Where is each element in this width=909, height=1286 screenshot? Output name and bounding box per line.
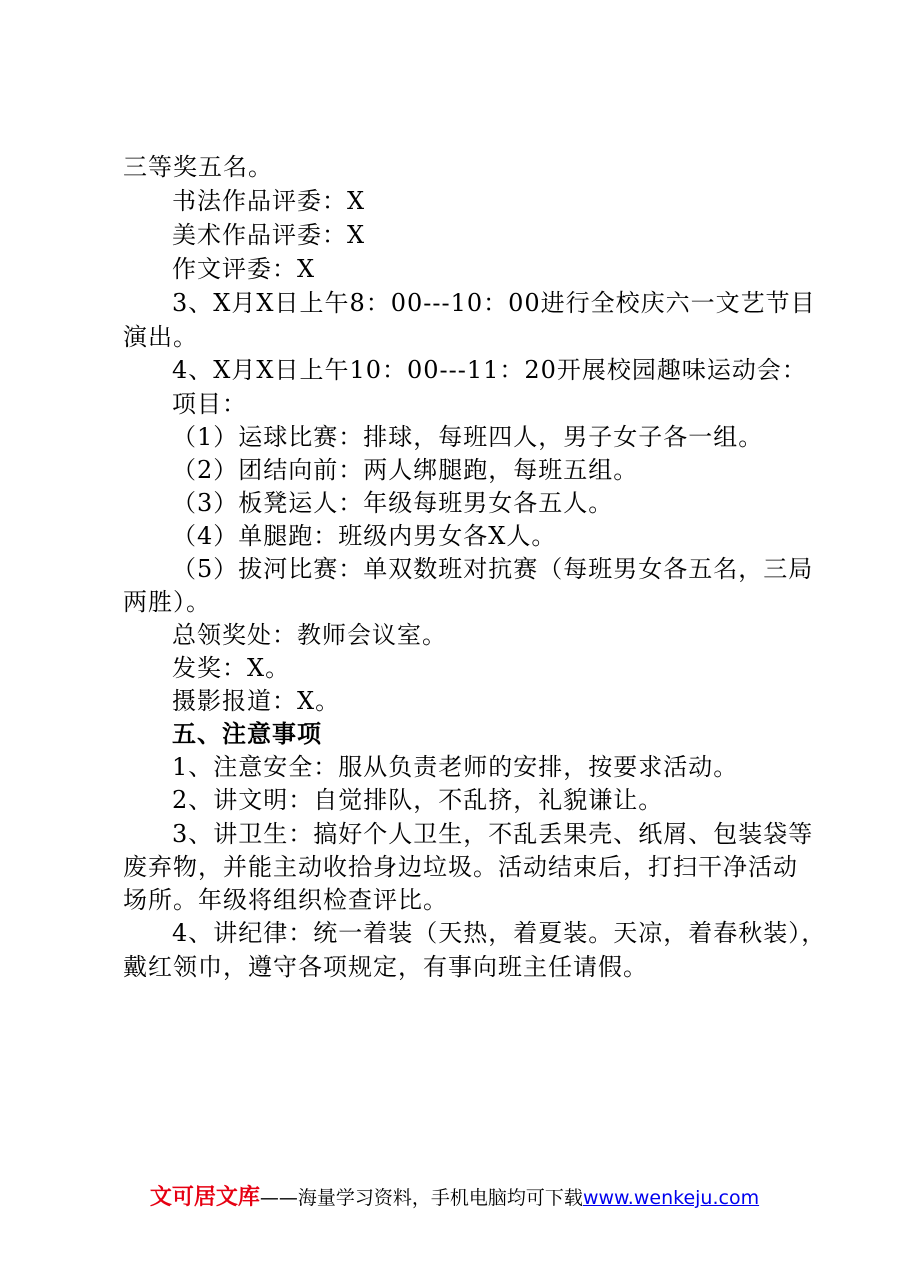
text-line: 1、注意安全：服从负责老师的安排，按要求活动。 (172, 753, 739, 781)
text-line: 两胜）。 (123, 588, 211, 616)
text-line: 4、讲纪律：统一着装（天热，着夏装。天凉，着春秋装）， (172, 919, 827, 947)
text-line: 发奖：X。 (172, 654, 291, 682)
text-line: （4）单腿跑：班级内男女各X人。 (172, 522, 557, 550)
text-line: 3、X月X日上午8：00---10：00进行全校庆六一文艺节目 (172, 289, 816, 317)
footer-banner (0, 1180, 909, 1211)
footer-url-link[interactable]: www.wenkeju.com (582, 1187, 760, 1209)
text-line: （1）运球比赛：排球，每班四人，男子女子各一组。 (172, 423, 764, 451)
text-line: 场所。年级将组织检查评比。 (123, 886, 448, 914)
footer-tagline: 海量学习资料，手机电脑均可下载 (297, 1187, 583, 1209)
text-line: （3）板凳运人：年级每班男女各五人。 (172, 489, 614, 517)
section-heading: 五、注意事项 (172, 720, 322, 748)
text-line: 总领奖处：教师会议室。 (172, 621, 447, 649)
text-line: （2）团结向前：两人绑腿跑，每班五组。 (172, 456, 639, 484)
text-line: 演出。 (123, 323, 198, 351)
text-line: （5）拔河比赛：单双数班对抗赛（每班男女各五名，三局 (172, 555, 814, 583)
text-line: 3、讲卫生：搞好个人卫生，不乱丢果壳、纸屑、包装袋等 (172, 820, 814, 848)
text-line: 戴红领巾，遵守各项规定，有事向班主任请假。 (123, 953, 648, 981)
text-line: 摄影报道：X。 (172, 687, 341, 715)
text-line: 项目： (172, 390, 247, 418)
text-line: 2、讲文明：自觉排队，不乱挤，礼貌谦让。 (172, 786, 664, 814)
text-line: 三等奖五名。 (123, 153, 273, 181)
text-line: 美术作品评委：X (172, 221, 366, 249)
text-line: 书法作品评委：X (172, 187, 366, 215)
text-line: 4、X月X日上午10：00---11：20开展校园趣味运动会： (172, 356, 807, 384)
brand-name: 文可居文库 (149, 1185, 260, 1210)
text-line: 废弃物，并能主动收拾身边垃圾。活动结束后，打扫干净活动 (123, 853, 798, 881)
footer-separator: —— (259, 1187, 298, 1209)
text-line: 作文评委：X (172, 255, 316, 283)
